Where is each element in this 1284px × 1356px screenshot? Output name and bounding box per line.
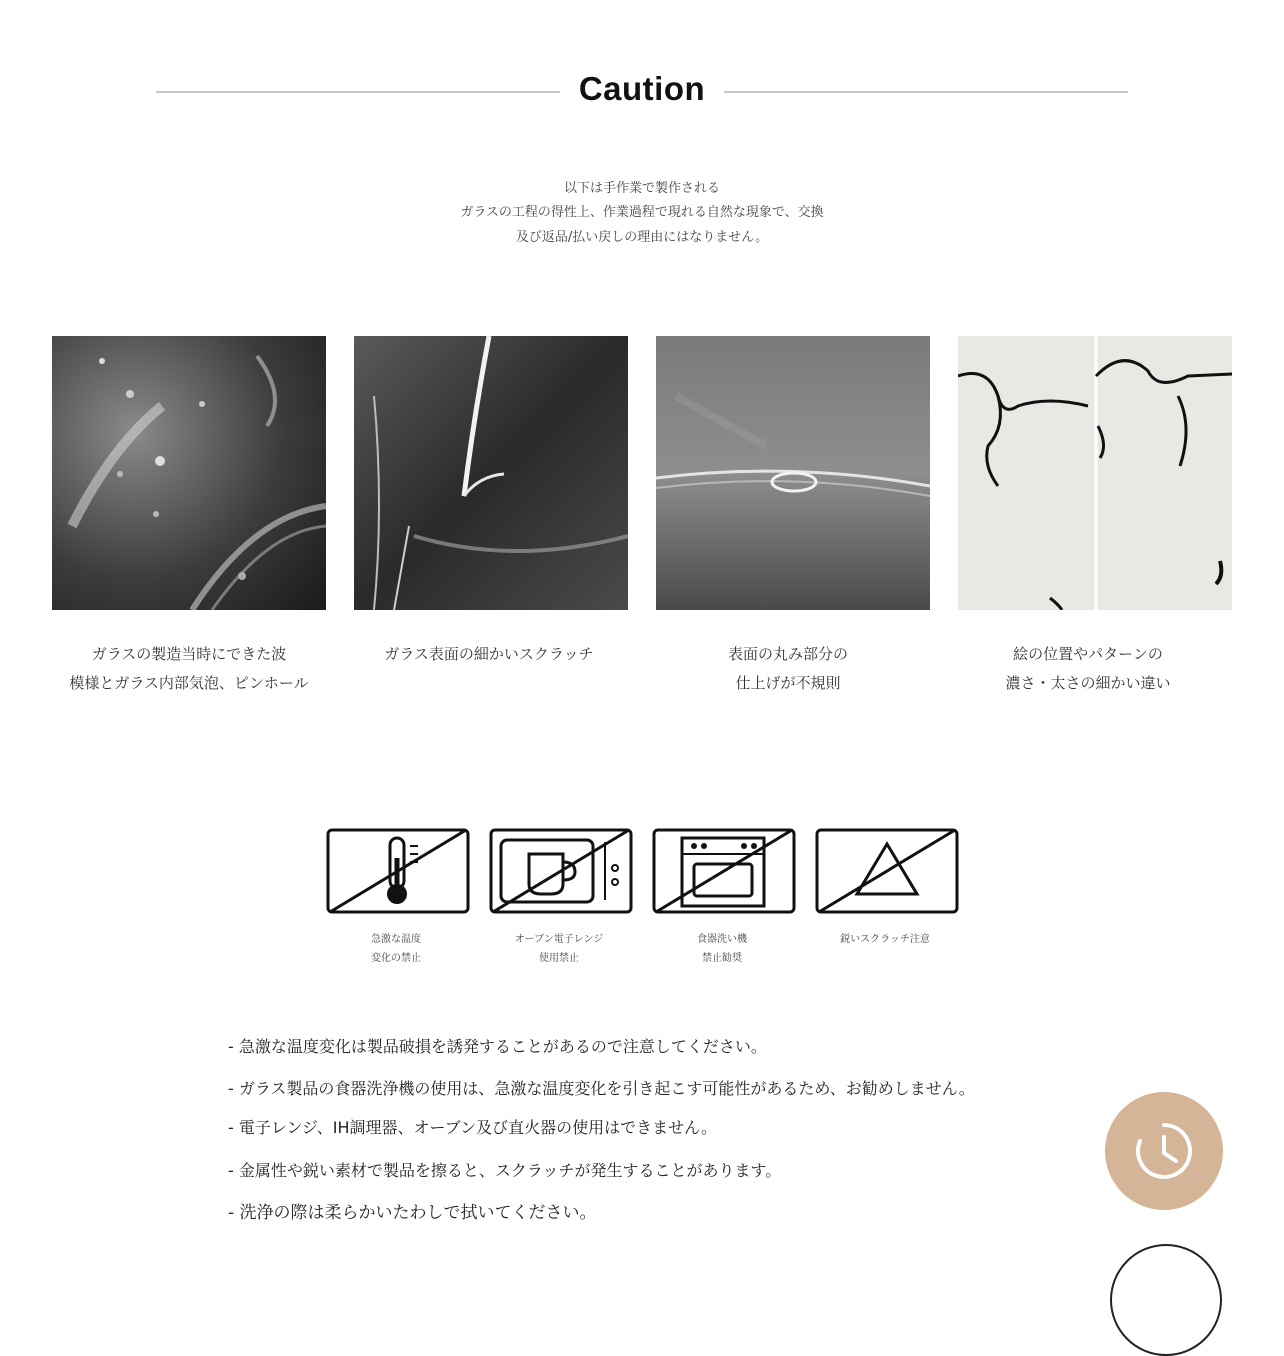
caption-rim: 表面の丸み部分の 仕上げが不規則: [727, 645, 848, 692]
icon-caption-microwave: オーブン電子レンジ 使用禁止: [514, 934, 604, 964]
photo-scratch: [354, 336, 628, 610]
icon-caption-scratch: 鋭いスクラッチ注意: [840, 934, 930, 945]
title-rule-right: [724, 91, 1128, 93]
note-microwave: - 電子レンジ、IH調理器、オーブン及び直火器の使用はできません。: [228, 1118, 718, 1137]
oven-icon: [652, 828, 796, 914]
note-dishwasher: - ガラス製品の食器洗浄機の使用は、急激な温度変化を引き起こす可能性があるため、お勧めしません。: [228, 1079, 975, 1098]
intro-line-1: 以下は手作業で製作される: [563, 181, 720, 196]
note-scratch: - 金属性や鋭い素材で製品を擦ると、スクラッチが発生することがあります。: [228, 1161, 782, 1180]
microwave-icon: [489, 828, 633, 914]
photo-rim: [656, 336, 930, 610]
thermometer-icon: [326, 828, 470, 914]
icon-caption-thermometer: 急激な温度 変化の禁止: [371, 934, 421, 964]
intro-line-3: 及び返品/払い戻しの理由にはなりません。: [515, 230, 769, 245]
floating-circle-button[interactable]: [1110, 1244, 1222, 1356]
caption-pattern: 絵の位置やパターンの 濃さ・太さの細かい違い: [1005, 645, 1171, 692]
recent-history-button[interactable]: [1105, 1092, 1223, 1210]
note-temperature: - 急激な温度変化は製品破損を誘発することがあるので注意してください。: [228, 1037, 767, 1056]
photo-pattern: [958, 336, 1232, 610]
clock-icon: [1134, 1121, 1194, 1181]
caption-bubbles: ガラスの製造当時にできた波 模様とガラス内部気泡、ピンホール: [69, 645, 309, 692]
photo-bubbles: [52, 336, 326, 610]
caption-scratch: ガラス表面の細かいスクラッチ: [384, 645, 594, 663]
warning-triangle-icon: [815, 828, 959, 914]
note-cleaning: - 洗浄の際は柔らかいたわしで拭いてください。: [228, 1203, 597, 1223]
intro-line-2: ガラスの工程の得性上、作業過程で現れる自然な現象で、交換: [460, 205, 824, 220]
page-title: Caution: [578, 70, 706, 107]
icon-caption-oven: 食器洗い機 禁止勧奨: [697, 934, 747, 964]
